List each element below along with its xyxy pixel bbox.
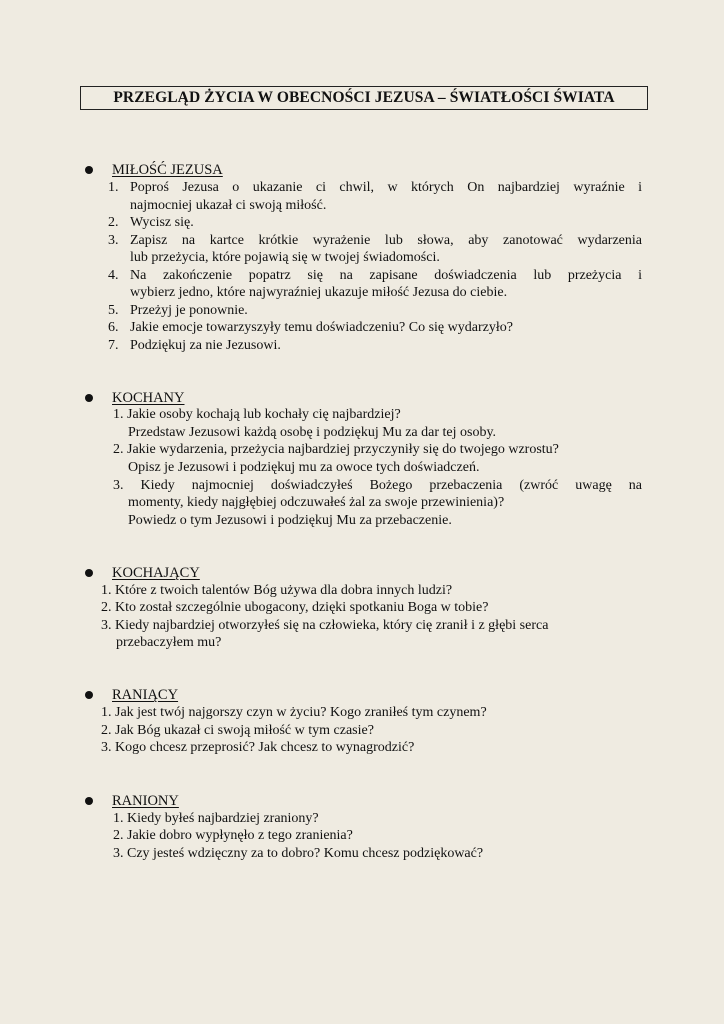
list-item: 3. Czy jesteś wdzięczny za to dobro? Komu chcesz podziękować?	[113, 846, 484, 861]
section-heading-label: RANIONY	[112, 793, 179, 809]
bullet-icon	[85, 166, 93, 174]
list-item: Wycisz się.	[130, 215, 194, 230]
list-item: Przedstaw Jezusowi każdą osobę i podziękuj Mu za dar tej osoby.	[128, 425, 497, 440]
list-item: 3. Kogo chcesz przeprosić? Jak chcesz to wynagrodzić?	[101, 740, 415, 755]
list-item: Podziękuj za nie Jezusowi.	[130, 338, 281, 353]
list-number: 4.	[108, 268, 119, 283]
list-item: 1. Które z twoich talentów Bóg używa dla dobra innych ludzi?	[101, 583, 453, 598]
list-item: Powiedz o tym Jezusowi i podziękuj Mu za przebaczenie.	[128, 513, 452, 528]
bullet-icon	[85, 394, 93, 402]
section-heading-label: KOCHAJĄCY	[112, 565, 200, 581]
list-item: 2. Jakie dobro wypłynęło z tego zranienia?	[113, 828, 353, 843]
list-item: przebaczyłem mu?	[116, 635, 222, 650]
page-title: PRZEGLĄD ŻYCIA W OBECNOŚCI JEZUSA – ŚWIATŁOŚCI ŚWIATA	[80, 86, 648, 110]
list-item: 2. Jakie wydarzenia, przeżycia najbardziej przyczyniły się do twojego wzrostu?	[113, 442, 559, 457]
list-item: wybierz jedno, które najwyraźniej ukazuje miłość Jezusa do ciebie.	[130, 285, 508, 300]
list-item: 3. Kiedy najbardziej otworzyłeś się na człowieka, który cię zranił i z głębi serca	[101, 618, 549, 633]
list-number: 6.	[108, 320, 119, 335]
list-item: najmocniej ukazał ci swoją miłość.	[130, 198, 327, 213]
list-number: 1.	[108, 180, 119, 195]
list-item: Jakie emocje towarzyszyły temu doświadczeniu? Co się wydarzyło?	[130, 320, 513, 335]
list-number: 5.	[108, 303, 119, 318]
list-number: 2.	[108, 215, 119, 230]
bullet-icon	[85, 691, 93, 699]
list-item: 2. Jak Bóg ukazał ci swoją miłość w tym czasie?	[101, 723, 374, 738]
list-item: Przeżyj je ponownie.	[130, 303, 248, 318]
list-item: 1. Jakie osoby kochają lub kochały cię najbardziej?	[113, 407, 401, 422]
list-item: Zapisz na kartce krótkie wyrażenie lub słowa, aby zanotować wydarzenia	[130, 233, 642, 248]
bullet-icon	[85, 797, 93, 805]
section-heading-label: RANIĄCY	[112, 687, 179, 703]
list-item: 1. Jak jest twój najgorszy czyn w życiu? Kogo zraniłeś tym czynem?	[101, 705, 487, 720]
list-number: 7.	[108, 338, 119, 353]
list-number: 3.	[108, 233, 119, 248]
section-heading-label: KOCHANY	[112, 390, 185, 406]
list-item: 1. Kiedy byłeś najbardziej zraniony?	[113, 811, 319, 826]
list-item: lub przeżycia, które pojawią się w twojej świadomości.	[130, 250, 440, 265]
list-item: Opisz je Jezusowi i podziękuj mu za owoce tych doświadczeń.	[128, 460, 480, 475]
list-item: 2. Kto został szczególnie ubogacony, dzięki spotkaniu Boga w tobie?	[101, 600, 489, 615]
section-heading-label: MIŁOŚĆ JEZUSA	[112, 162, 223, 178]
list-item: Na zakończenie popatrz się na zapisane doświadczenia lub przeżycia i	[130, 268, 642, 283]
list-item: 3. Kiedy najmocniej doświadczyłeś Bożego przebaczenia (zwróć uwagę na	[113, 478, 642, 493]
list-item: Poproś Jezusa o ukazanie ci chwil, w których On najbardziej wyraźnie i	[130, 180, 642, 195]
bullet-icon	[85, 569, 93, 577]
list-item: momenty, kiedy najgłębiej odczuwałeś żal za swoje przewinienia)?	[128, 495, 505, 510]
